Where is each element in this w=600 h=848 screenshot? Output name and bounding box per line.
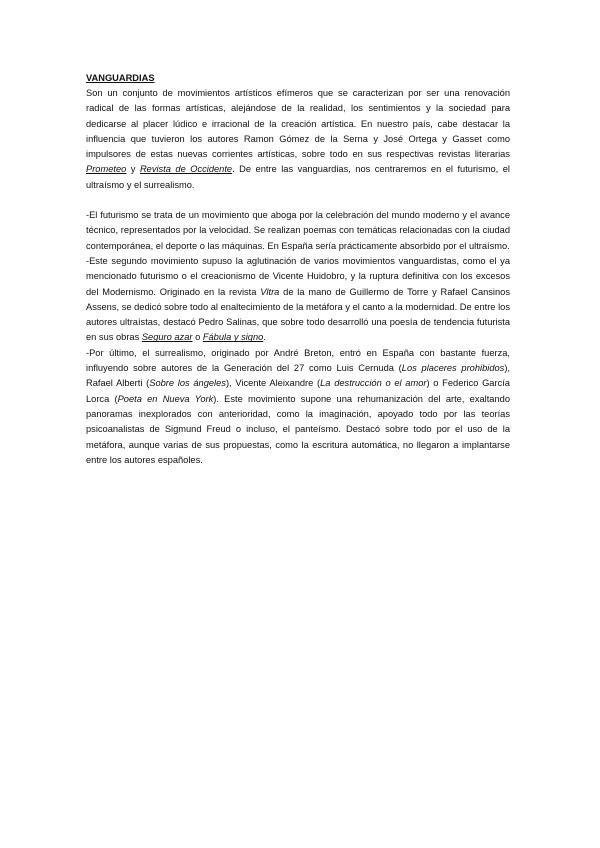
surrealismo-paragraph [86, 346, 510, 468]
document-title: VANGUARDIAS [86, 73, 155, 83]
intro-text-3: . De entre las vanguardias, nos centraremos en el futurismo, el ultraísmo y el surrealismo. [86, 164, 510, 190]
surrealismo-text-2: ), Rafael Alberti ( [86, 363, 511, 389]
intro-paragraph [86, 86, 510, 193]
surrealismo-text-1: -Por último, el surrealismo, originado por André Breton, entró en España con bastante fuerza, influyendo sobre autores de la Generación del 27 como Luis Cernuda ( [86, 347, 510, 374]
work-la-destruccion-o-el-amor: La destrucción o el amor [320, 378, 427, 389]
futurismo-paragraph: -El futurismo se trata de un movimiento que aboga por la celebración del mundo moderno y el avance técnico, representados por la velocidad. Se realizan poemas con temáticas relacionadas con la ciudad contemporánea, el deporte o las máquinas. En España sería prácticamente absorbido por el ultraísmo. [86, 210, 510, 251]
magazine-revista-de-occidente: Revista de Occidente [139, 164, 233, 175]
ultraismo-paragraph [86, 254, 510, 346]
surrealismo-text-5: ). Este movimiento supone una rehumanización del arte, exaltando panoramas inexplorados con anterioridad, como la imaginación, apoyado todo por las teorías psicoanalistas de Sigmund Freud o incluso, el panteísmo. Destacó sobre todo por el uso de la metáfora, aunque varias de sus propuestas, como la escritura automática, no llegaron a implantarse entre los autores españoles. [86, 393, 510, 465]
ultraismo-text-1: -Este segundo movimiento supuso la aglutinación de varios movimientos vanguardistas, como el ya mencionado futurismo o el creacionismo de Vicente Huidobro, y la ruptura definitiva con los excesos del Modernismo. Originado en la revista [86, 255, 510, 297]
work-sobre-los-angeles: Sobre los ángeles [149, 378, 226, 389]
work-seguro-azar: Seguro azar [141, 332, 193, 343]
work-fabula-y-signo: Fábula y signo [202, 332, 264, 343]
surrealismo-text-3: ), Vicente Aleixandre ( [225, 378, 321, 389]
intro-text-2: y [126, 164, 140, 175]
intro-text-1: Son un conjunto de movimientos artísticos efímeros que se caracterizan por ser una renovación radical de las formas artísticas, alejándose de la realidad, los sentimientos y la sociedad para dedicarse al placer lúdico e irracional de la creación artística. En nuestro país, cabe destacar la influencia que tuvieron los autores Ramon Gómez de la Serna y José Ortega y Gasset como impulsores de estas nuevas corrientes artísticas, sobre todo en sus respectivas revistas literarias [86, 88, 510, 160]
work-poeta-en-nueva-york: Poeta en Nueva York [117, 393, 214, 404]
ultraismo-text-4: . [263, 332, 266, 343]
surrealismo-text-4: ) o Federico García Lorca ( [86, 378, 510, 404]
ultraismo-text-2: de la mano de Guillermo de Torre y Rafael Cansinos Assens, se dedicó sobre todo al enaltecimiento de la metáfora y el canto a la modernidad. De entre los autores ultraístas, destacó Pedro Salinas, que sobre todo desarrolló una poesía de tendencia futurista en sus obras [86, 286, 510, 343]
work-los-placeres-prohibidos: Los placeres prohibidos [401, 363, 505, 374]
paragraph-gap [86, 193, 510, 208]
magazine-prometeo: Prometeo [86, 164, 127, 175]
magazine-vltra: Vltra [260, 286, 280, 297]
ultraismo-text-3: o [192, 332, 203, 343]
